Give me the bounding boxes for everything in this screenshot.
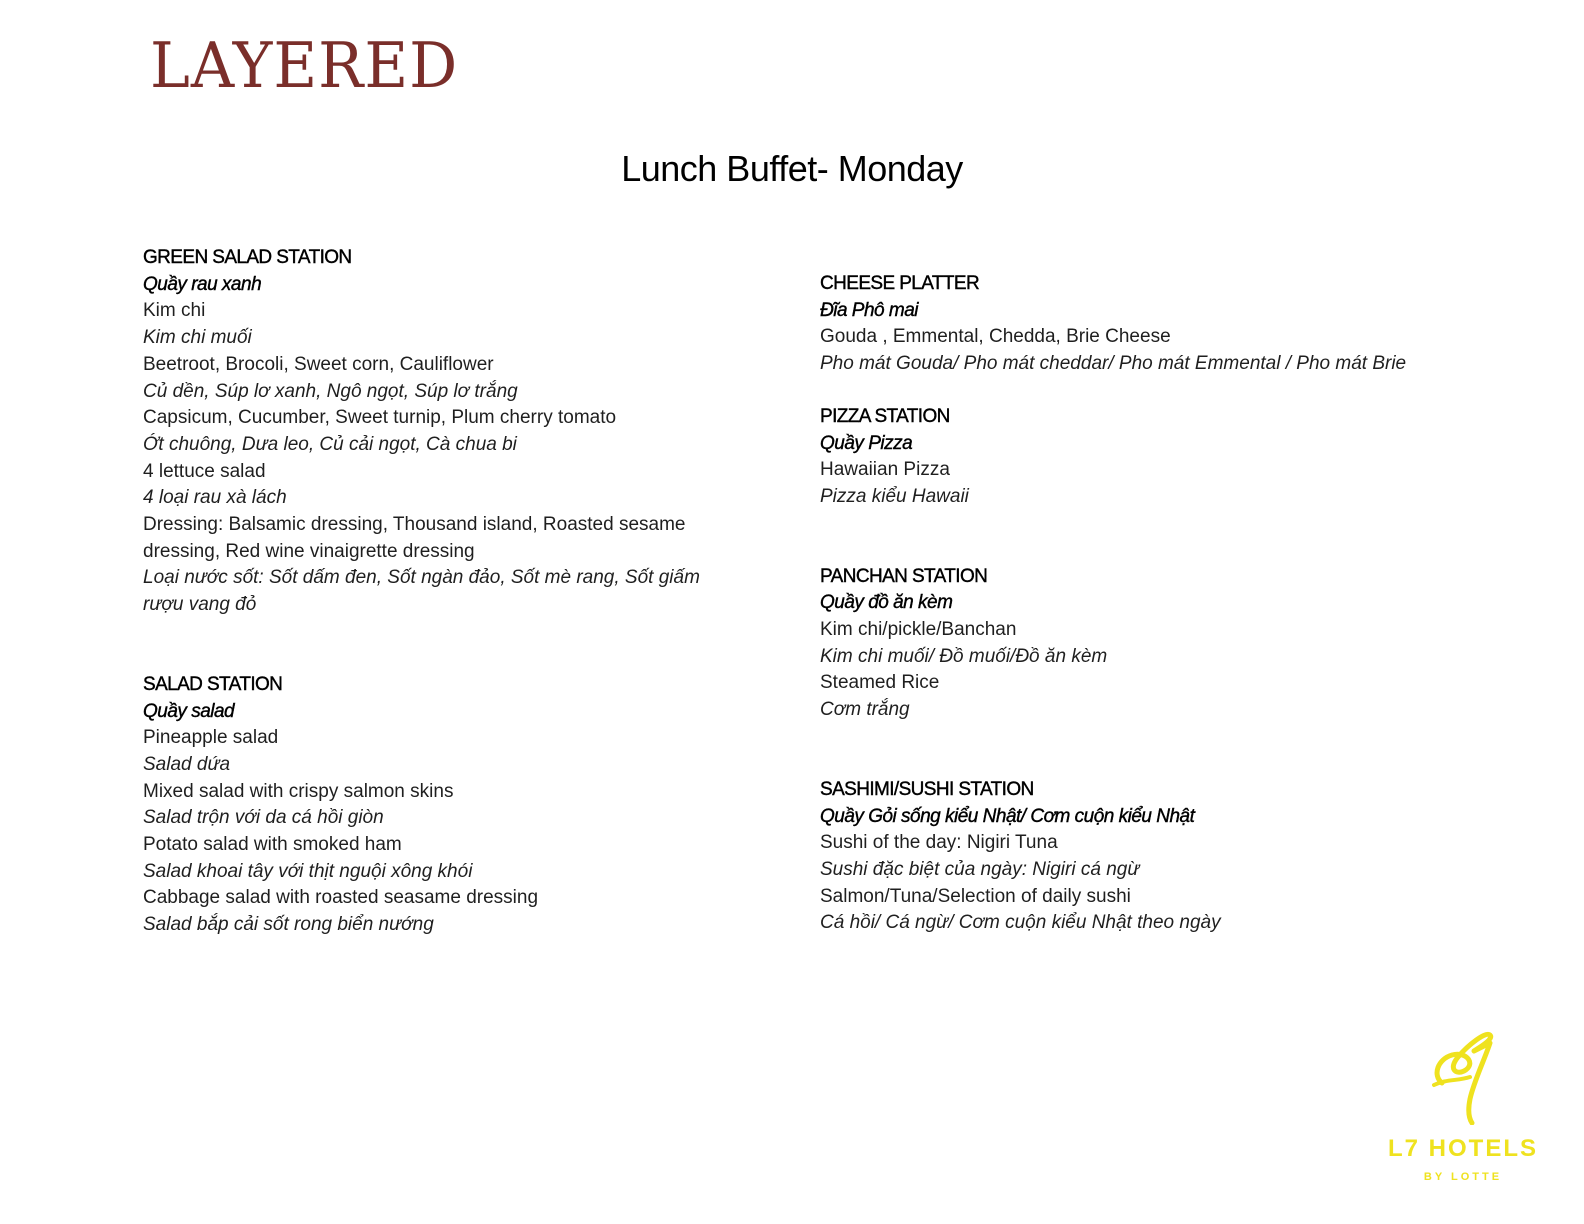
menu-section [820, 271, 1410, 378]
menu-item-english: Salmon/Tuna/Selection of daily sushi [820, 885, 1131, 907]
menu-item-vietnamese: Pizza kiểu Hawaii [820, 485, 969, 507]
menu-item-english: Mixed salad with crispy salmon skins [143, 780, 454, 802]
menu-section [820, 404, 1410, 511]
section-heading: CHEESE PLATTER [820, 273, 980, 294]
section-subheading: Quầy Gỏi sống kiểu Nhật/ Cơm cuộn kiểu Nhật [820, 805, 1195, 827]
menu-item-english: Kim chi [143, 300, 206, 322]
menu-item-vietnamese: Kim chi muối/ Đồ muối/Đồ ăn kèm [820, 645, 1108, 667]
menu-item-english: Capsicum, Cucumber, Sweet turnip, Plum cherry tomato [143, 407, 617, 429]
menu-item-vietnamese: Cơm trắng [820, 699, 910, 721]
menu-section [143, 672, 743, 939]
section-subheading: Quầy đồ ăn kèm [820, 592, 953, 614]
menu-section [143, 245, 743, 619]
menu-item-vietnamese: Cá hồi/ Cá ngừ/ Cơm cuộn kiểu Nhật theo ngày [820, 912, 1221, 934]
section-heading: PIZZA STATION [820, 405, 950, 427]
l7-by-lotte: BY LOTTE [1423, 1171, 1503, 1183]
l7-hotels-logo [1388, 1025, 1538, 1195]
section-heading: PANCHAN STATION [820, 565, 988, 587]
section-subheading: Quầy salad [143, 700, 235, 722]
l7-hotels-wordmark: L7 HOTELS [1388, 1135, 1539, 1162]
menu-item-vietnamese: Salad dứa [143, 753, 231, 775]
menu-column-left [143, 245, 743, 939]
menu-item-vietnamese: Kim chi muối [143, 327, 252, 349]
section-subheading: Đĩa Phô mai [820, 299, 918, 321]
menu-column-right [820, 271, 1410, 937]
menu-item-english: Cabbage salad with roasted seasame dressing [143, 887, 539, 909]
section-subheading: Quầy Pizza [820, 432, 913, 454]
menu-item-english: Sushi of the day: Nigiri Tuna [820, 832, 1058, 854]
menu-item-english: Pineapple salad [143, 727, 279, 749]
section-heading: SASHIMI/SUSHI STATION [820, 778, 1034, 800]
menu-item-vietnamese: Củ dền, Súp lơ xanh, Ngô ngọt, Súp lơ trắng [143, 380, 518, 402]
l7-script-icon [1428, 1025, 1500, 1125]
menu-item-english: Beetroot, Brocoli, Sweet corn, Cauliflower [143, 353, 494, 375]
menu-item-english: Gouda , Emmental, Chedda, Brie Cheese [820, 326, 1171, 348]
menu-item-english: Potato salad with smoked ham [143, 834, 402, 856]
menu-item-vietnamese: Salad bắp cải sốt rong biển nướng [143, 914, 434, 936]
menu-section [820, 564, 1410, 724]
menu-item-vietnamese: Ớt chuông, Dưa leo, Củ cải ngọt, Cà chua bi [143, 433, 517, 455]
menu-item-vietnamese: Loại nước sốt: Sốt dấm đen, Sốt ngàn đảo, Sốt mè rang, Sốt giấm rượu vang đỏ [143, 567, 700, 616]
section-heading: GREEN SALAD STATION [143, 247, 352, 268]
menu-item-vietnamese: Salad khoai tây với thịt nguội xông khói [143, 860, 473, 882]
page-title: Lunch Buffet- Monday [621, 148, 963, 189]
menu-item-vietnamese: Pho mát Gouda/ Pho mát cheddar/ Pho mát Emmental / Pho mát Brie [820, 353, 1407, 375]
menu-section [820, 777, 1410, 937]
menu-item-english: 4 lettuce salad [143, 460, 266, 482]
menu-item-english: Dressing: Balsamic dressing, Thousand island, Roasted sesame dressing, Red wine vinaigrette dressing [143, 514, 686, 562]
menu-item-vietnamese: Salad trộn với da cá hồi giòn [143, 807, 384, 829]
section-subheading: Quầy rau xanh [143, 273, 262, 295]
menu-item-vietnamese: Sushi đặc biệt của ngày: Nigiri cá ngừ [820, 858, 1140, 880]
menu-item-english: Hawaiian Pizza [820, 459, 950, 481]
section-heading: SALAD STATION [143, 673, 283, 695]
brand-logo: LAYERED [150, 29, 459, 103]
menu-item-english: Kim chi/pickle/Banchan [820, 619, 1017, 641]
menu-item-vietnamese: 4 loại rau xà lách [143, 487, 287, 509]
menu-item-english: Steamed Rice [820, 672, 940, 694]
